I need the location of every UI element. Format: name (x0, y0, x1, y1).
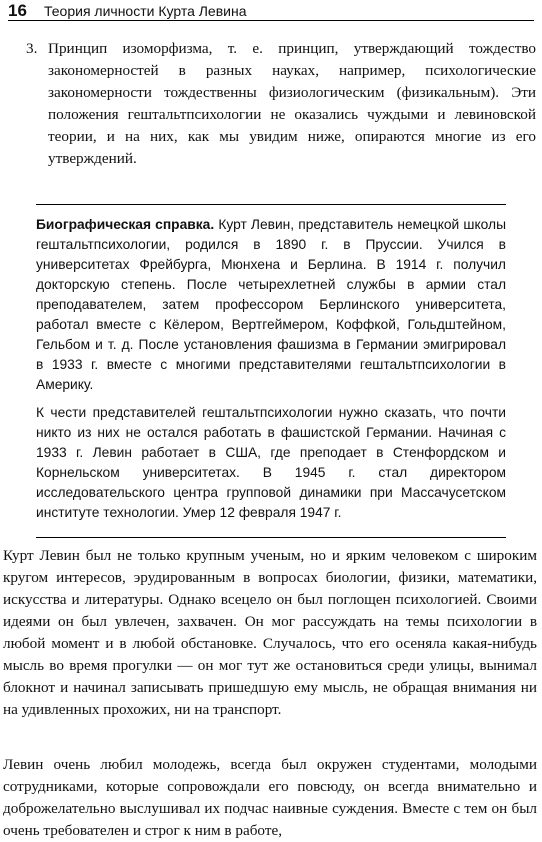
list-item-isomorphism (26, 38, 536, 170)
list-item-number: 3. (26, 40, 38, 57)
bio-paragraph-1-text: Курт Левин, представитель немецкой школы гештальтпсихологии, родился в 1890 г. в Пруссии. Учился в университетах Фрейбурга, Мюнхена и Берлина. В 1914 г. получил докторскую степень. После четырехлетней службы в армии стал преподавателем, затем профессором Берлинского университета, работал вместе с Кёлером, Вертгеймером, Коффкой, Гольдштейном, Гельбом и т. д. После установления фашизма в Германии эмигрировал в 1933 г. вместе с многими представителями гештальтпсихологии в Америку. (36, 217, 506, 392)
body-paragraph-2: Левин очень любил молодежь, всегда был окружен студентами, молодыми сотрудниками, которые сопровождали его повсюду, он всегда внимательно и доброжелательно выслушивал их подчас наивные суждения. Вместе с тем он был очень требователен и строг к ним в работе, (3, 756, 537, 839)
bio-paragraph-1 (36, 215, 506, 395)
bio-paragraph-2: К чести представителей гештальтпсихологии нужно сказать, что почти никто из них не остался работать в фашистской Германии. Начиная с 1933 г. Левин работает в США, где преподает в Стенфордском и Корнельском университетах. В 1945 г. стал директором исследовательского центра групповой динамики при Массачусетском институте технологии. Умер 12 февраля 1947 г. (36, 405, 506, 520)
biographical-note-box (36, 204, 506, 538)
body-paragraph-1: Курт Левин был не только крупным ученым, но и ярким человеком с широким кругом интересов, эрудированным в вопросах биологии, физики, математики, искусства и литературы. Однако всецело он был поглощен психологией. Своими идеями он был увлечен, захвачен. Он мог рассуждать на темы психологии в любой момент и в любой обстановке. Случалось, что его осеняла какая-нибудь мысль во время прогулки — он мог тут же остановиться среди улицы, вынимал блокнот и начинал записывать пришедшую ему мысль, не обращая внимания ни на удивленных прохожих, ни на транспорт. (3, 547, 537, 718)
running-header (8, 0, 534, 20)
bio-heading: Биографическая справка. (36, 217, 215, 232)
list-item-text: Принцип изоморфизма, т. е. принцип, утверждающий тождество закономерностей в разных науках, например, психологические закономерности тождественны физиологическим (физикальным). Эти положения гештальтпсихологии не оказались чуждыми и левиновской теории, и на них, как мы увидим ниже, опираются многие из его утверждений. (48, 40, 536, 167)
running-title: Теория личности Курта Левина (44, 3, 247, 19)
page-number: 16 (8, 1, 27, 20)
header-rule (8, 20, 534, 21)
